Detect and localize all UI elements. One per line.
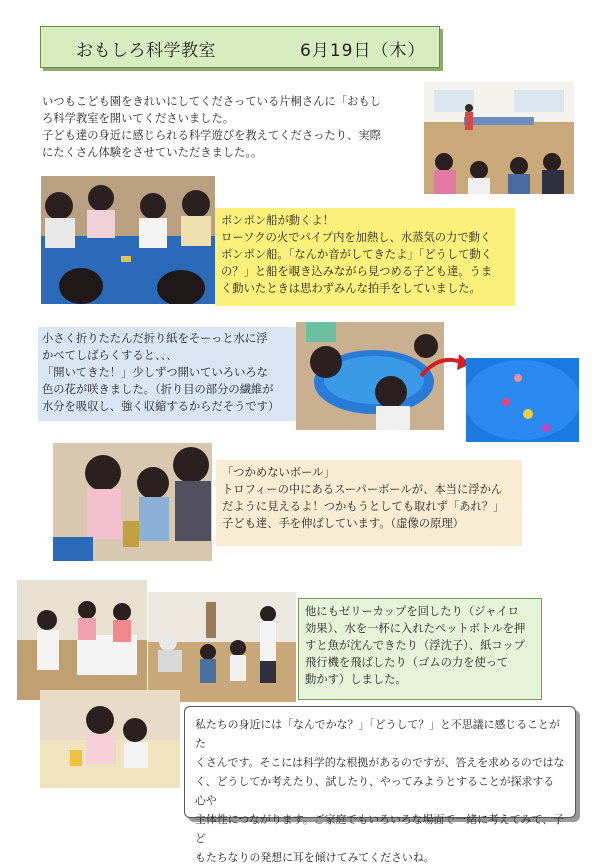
closing-message: 私たちの身近には「なんでかな？」「どうして？」と不思議に感じることがた くさんです。そこには科学的な根拠があるのですが、答えを求めるのではな く、どうしてか考えたり、試したり、やってみようとすることが探求する心や 主体性につながります。ご家庭でもいろいろな場面で一緒に考えてみて、子ど もたちなりの発想に耳を傾けてみてくださいね。 [184, 706, 576, 818]
photo-origami-flowers [466, 358, 579, 442]
others-description: 他にもゼリーカップを回したり（ジャイロ 効果）、水を一杯に入れたペットボトルを押 すと魚が沈んできたり（浮沈子）、紙コップ 飛行機を飛ばしたり（ゴムの力を使って 動かす）しました。 [298, 598, 542, 700]
ball-description: 「つかめないボール」 トロフィーの中にあるスーパーボールが、本当に浮かん だように見えるよ！つかもうとしても取れず「あれ？」 子ども達、手を伸ばしています。（虚像の原理） [216, 460, 522, 546]
photo-child-experiment [40, 690, 180, 788]
photo-hall-activity [148, 592, 296, 702]
intro-text: いつもこども園をきれいにしてくださっている片桐さんに「おもし ろ科学教室を開いてくださいました。 子ども達の身近に感じられる科学遊びを教えてくださったり、実際 にたくさん体験をさせていただきました。。 [42, 95, 381, 159]
photo-classroom [424, 82, 574, 194]
photo-pompon-boat [41, 176, 215, 304]
origami-description: 小さく折りたたんだ折り紙をそーっと水に浮 かべてしばらくすると、、、 「開いてきた！」少しずつ開いていろいろな 色の花が咲きました。（折り目の部分の繊維が 水分を吸収し、強く収縮するからだそうです） [38, 327, 298, 421]
page-title: おもしろ科学教室 [76, 41, 216, 61]
photo-trophy-ball [53, 443, 212, 561]
photo-table-activity [17, 580, 147, 700]
pompon-description: ポンポン船が動くよ！ ローソクの火でパイプ内を加熱し、水蒸気の力で動く ポンポン船。「なんか音がしてきたよ」「どうして動く の？」と船を覗き込みながら見つめる子ども達。うま く動いたときは思わずみんな拍手をしていました。 [215, 208, 515, 306]
page-date: 6月19日（木） [300, 41, 426, 61]
